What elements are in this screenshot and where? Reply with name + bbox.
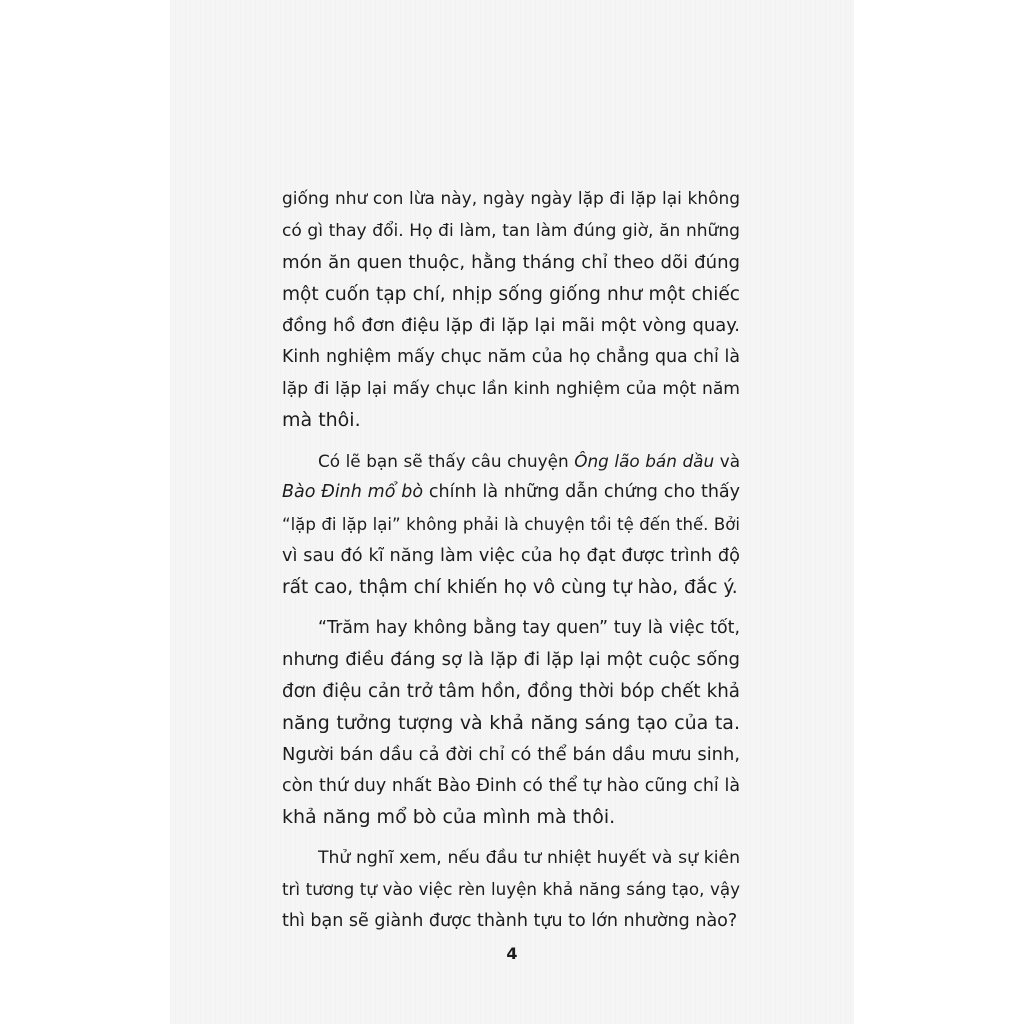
- text-line: lặp đi lặp lại mấy chục lần kinh nghiệm của một năm: [282, 378, 740, 399]
- text-line: Thử nghĩ xem, nếu đầu tư nhiệt huyết và sự kiên: [318, 847, 740, 868]
- text-line: [282, 446, 740, 478]
- text-line: [282, 477, 740, 509]
- book-page: [170, 0, 854, 1024]
- paragraph-4: [282, 843, 740, 938]
- paragraph-1: [282, 184, 740, 437]
- page-number: 4: [506, 944, 518, 963]
- text-line: vì sau đó kĩ năng làm việc của họ đạt được trình độ: [282, 545, 740, 566]
- story-title-oil-seller: Ông lão bán dầu: [574, 450, 715, 471]
- text-run: Có lẽ bạn sẽ thấy câu chuyện: [318, 450, 575, 471]
- text-run: và: [714, 450, 741, 471]
- text-line: mà thôi.: [282, 409, 361, 432]
- paragraph-3: [282, 613, 740, 834]
- text-line: “lặp đi lặp lại” không phải là chuyện tồi tệ đến thế. Bởi: [282, 514, 740, 534]
- text-line: còn thứ duy nhất Bào Đinh có thể tự hào cũng chỉ là: [282, 775, 740, 796]
- text-line: trì tương tự vào việc rèn luyện khả năng sáng tạo, vậy: [282, 879, 740, 900]
- text-line: có gì thay đổi. Họ đi làm, tan làm đúng giờ, ăn những: [282, 220, 740, 241]
- text-line: đơn điệu cản trở tâm hồn, đồng thời bóp chết khả: [282, 680, 740, 702]
- text-line: một cuốn tạp chí, nhịp sống giống như một chiếc: [282, 283, 740, 305]
- text-line: món ăn quen thuộc, hằng tháng chỉ theo dõi đúng: [282, 252, 740, 274]
- text-line: giống như con lừa này, ngày ngày lặp đi lặp lại không: [282, 189, 740, 209]
- body-text: [282, 184, 740, 947]
- text-line: đồng hồ đơn điệu lặp đi lặp lại mãi một vòng quay.: [282, 315, 740, 337]
- text-line: năng tưởng tượng và khả năng sáng tạo của ta.: [282, 711, 740, 734]
- text-line: nhưng điều đáng sợ là lặp đi lặp lại một cuộc sống: [282, 649, 740, 671]
- text-line: khả năng mổ bò của mình mà thôi.: [282, 806, 616, 829]
- text-line: thì bạn sẽ giành được thành tựu to lớn nhường nào?: [282, 911, 738, 932]
- paragraph-2: [282, 446, 740, 604]
- text-line: rất cao, thậm chí khiến họ vô cùng tự hào, đắc ý.: [282, 577, 738, 599]
- text-line: “Trăm hay không bằng tay quen” tuy là việc tốt,: [318, 617, 740, 638]
- text-line: Người bán dầu cả đời chỉ có thể bán dầu mưu sinh,: [282, 744, 740, 766]
- story-title-butcher-ding: Bào Đinh mổ bò: [282, 482, 424, 503]
- text-line: Kinh nghiệm mấy chục năm của họ chẳng qua chỉ là: [282, 346, 740, 367]
- text-run: chính là những dẫn chứng cho thấy: [423, 482, 740, 503]
